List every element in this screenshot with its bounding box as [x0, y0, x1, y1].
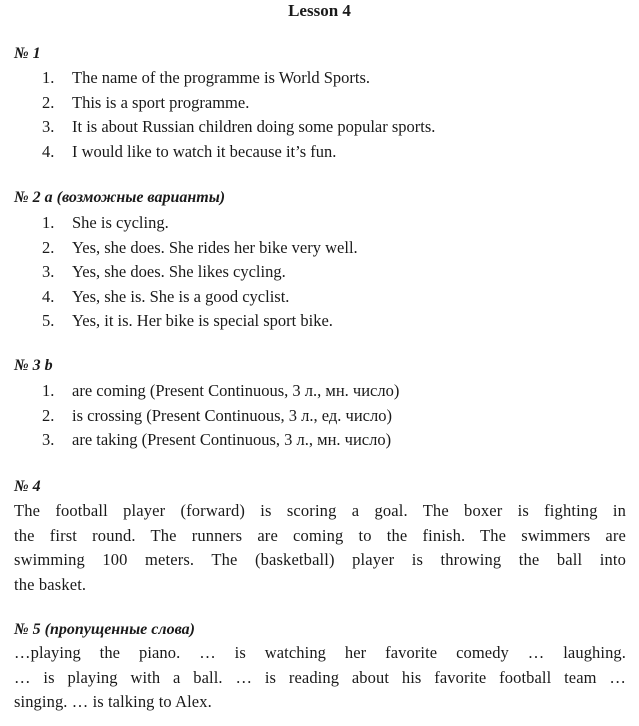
lesson-title: Lesson 4 — [288, 1, 351, 20]
paragraph-line: the first round. The runners are coming to the finish. The swimmers are — [14, 525, 626, 545]
section-2-list — [42, 211, 358, 334]
section-4-paragraph — [14, 499, 626, 597]
list-item: 3. Yes, she does. She likes cycling. — [42, 262, 286, 281]
list-item: 2. Yes, she does. She rides her bike very well. — [42, 237, 358, 257]
list-item: 2. This is a sport programme. — [42, 92, 250, 112]
section-4-heading: № 4 — [14, 478, 41, 495]
list-item: 5. Yes, it is. Her bike is special sport bike. — [42, 311, 333, 330]
list-item: 1. are coming (Present Continuous, 3 л., мн. число) — [42, 381, 400, 400]
paragraph-line: swimming 100 meters. The (basketball) player is throwing the ball into — [14, 550, 626, 569]
section-3-list — [42, 379, 399, 453]
list-item: 1. The name of the programme is World Sports. — [42, 68, 371, 87]
list-item: 1. She is cycling. — [42, 213, 169, 232]
list-item: 4. Yes, she is. She is a good cyclist. — [42, 286, 290, 306]
section-1-heading: № 1 — [14, 45, 41, 62]
list-item: 3. are taking (Present Continuous, 3 л., мн. число) — [42, 430, 392, 449]
section-5-paragraph — [14, 641, 626, 715]
list-item: 3. It is about Russian children doing some popular sports. — [42, 117, 436, 136]
list-item: 4. I would like to watch it because it’s fun. — [42, 141, 337, 161]
section-1-list — [42, 66, 435, 164]
paragraph-line: The football player (forward) is scoring a goal. The boxer is fighting in — [14, 501, 626, 520]
paragraph-line: … is playing with a ball. … is reading about his favorite football team … — [14, 667, 626, 687]
section-2-heading: № 2 a (возможные варианты) — [14, 189, 226, 206]
paragraph-line: …playing the piano. … is watching her favorite comedy … laughing. — [14, 643, 626, 662]
section-5-heading: № 5 (пропущенные слова) — [14, 621, 195, 638]
paragraph-line: the basket. — [14, 574, 87, 594]
paragraph-line: singing. … is talking to Alex. — [14, 692, 212, 711]
section-3-heading: № 3 b — [14, 357, 53, 374]
list-item: 2. is crossing (Present Continuous, 3 л., ед. число) — [42, 405, 392, 425]
